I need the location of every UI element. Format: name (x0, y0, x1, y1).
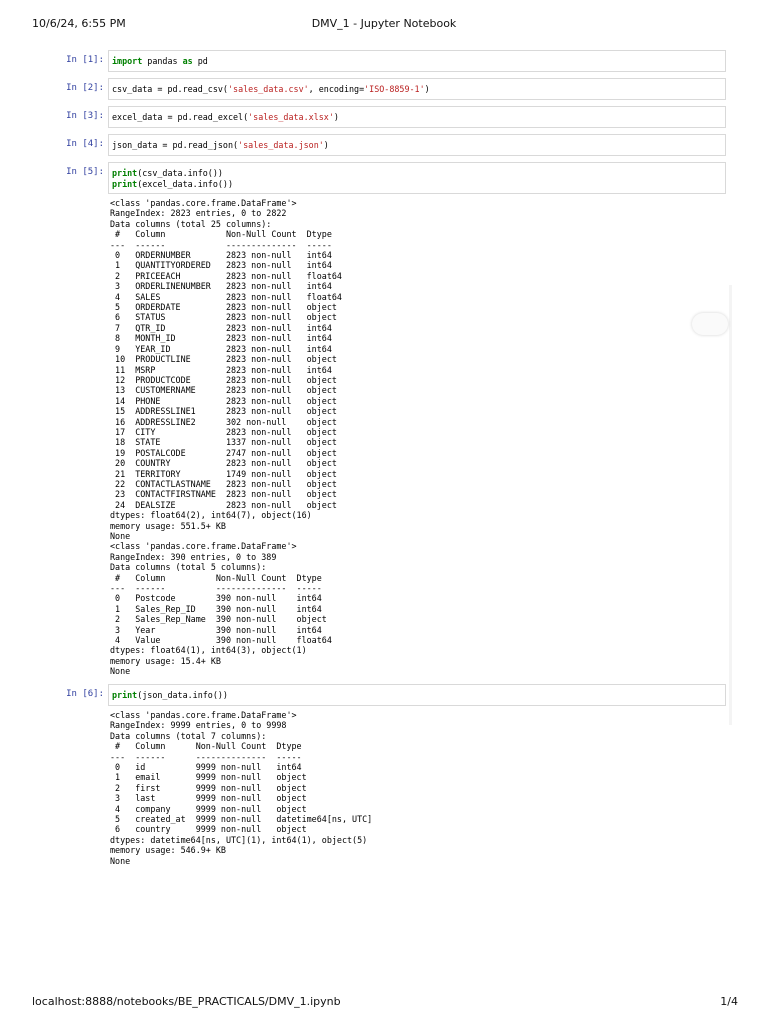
scroll-handle[interactable] (692, 313, 728, 335)
code-line (112, 56, 723, 67)
output-line: None (110, 666, 131, 677)
output-line: # Column Non-Null Count Dtype (110, 229, 332, 240)
scrollbar-track[interactable] (729, 285, 732, 725)
cell-output (110, 198, 342, 677)
code-block (112, 168, 723, 189)
output-line: 23 CONTACTFIRSTNAME 2823 non-null object (110, 489, 337, 500)
output-line: 3 last 9999 non-null object (110, 793, 307, 804)
code-keyword: import (112, 56, 143, 66)
output-line: --- ------ -------------- ----- (110, 239, 332, 250)
output-line: <class 'pandas.core.frame.DataFrame'> (110, 710, 297, 720)
cell-prompt: In [2]: (66, 83, 104, 93)
code-line (112, 112, 723, 123)
output-line: --- ------ -------------- ----- (110, 751, 302, 762)
output-line: 3 Year 390 non-null int64 (110, 624, 322, 635)
code-line (112, 140, 723, 151)
page-url: localhost:8888/notebooks/BE_PRACTICALS/DMV_1.ipynb (32, 995, 341, 1008)
output-line: 6 STATUS 2823 non-null object (110, 312, 337, 323)
output-line: <class 'pandas.core.frame.DataFrame'> (110, 541, 297, 552)
code-token: (json_data.info()) (137, 690, 228, 700)
print-datetime: 10/6/24, 6:55 PM (32, 17, 126, 30)
output-line: 22 CONTACTLASTNAME 2823 non-null object (110, 478, 337, 489)
output-line: memory usage: 546.9+ KB (110, 845, 226, 856)
code-token: ) (323, 140, 329, 150)
output-line: 8 MONTH_ID 2823 non-null int64 (110, 333, 332, 344)
code-block (112, 140, 723, 151)
code-line (112, 84, 723, 95)
output-line: 18 STATE 1337 non-null object (110, 437, 337, 448)
code-token: excel_data = pd.read_excel( (112, 112, 249, 122)
output-line: 7 QTR_ID 2823 non-null int64 (110, 322, 332, 333)
output-line: dtypes: float64(1), int64(3), object(1) (110, 645, 307, 656)
output-line: 0 ORDERNUMBER 2823 non-null int64 (110, 250, 332, 261)
output-line: dtypes: datetime64[ns, UTC](1), int64(1), object(5) (110, 834, 368, 845)
code-block (112, 112, 723, 123)
output-line: 4 SALES 2823 non-null float64 (110, 291, 342, 302)
code-string: 'sales_data.csv' (227, 84, 309, 94)
code-string: 'ISO-8859-1' (364, 84, 425, 94)
output-line: 4 company 9999 non-null object (110, 803, 307, 814)
code-block (112, 690, 723, 701)
code-token: (excel_data.info()) (137, 178, 234, 189)
output-line: 12 PRODUCTCODE 2823 non-null object (110, 374, 337, 385)
code-input[interactable] (108, 78, 726, 100)
code-line (112, 690, 723, 701)
code-line (112, 168, 723, 179)
code-line (112, 179, 723, 190)
code-keyword: print (112, 690, 138, 700)
output-line: 21 TERRITORY 1749 non-null object (110, 468, 337, 479)
output-line: RangeIndex: 2823 entries, 0 to 2822 (110, 208, 287, 219)
output-line: 4 Value 390 non-null float64 (110, 635, 332, 646)
cell-prompt: In [3]: (66, 111, 104, 121)
output-line: memory usage: 551.5+ KB (110, 520, 226, 531)
output-line: 11 MSRP 2823 non-null int64 (110, 364, 332, 375)
code-input[interactable] (108, 134, 726, 156)
output-line: 3 ORDERLINENUMBER 2823 non-null int64 (110, 281, 332, 292)
code-keyword: as (182, 56, 193, 66)
output-line: 13 CUSTOMERNAME 2823 non-null object (110, 385, 337, 396)
output-line: 2 Sales_Rep_Name 390 non-null object (110, 614, 327, 625)
code-input[interactable] (108, 162, 726, 194)
output-line: 17 CITY 2823 non-null object (110, 426, 337, 437)
output-line: 10 PRODUCTLINE 2823 non-null object (110, 354, 337, 365)
code-token: (csv_data.info()) (137, 168, 223, 178)
output-line: <class 'pandas.core.frame.DataFrame'> (110, 198, 297, 208)
output-line: 0 id 9999 non-null int64 (110, 762, 302, 773)
output-line: 9 YEAR_ID 2823 non-null int64 (110, 343, 332, 354)
output-line: 2 PRICEEACH 2823 non-null float64 (110, 270, 342, 281)
output-line: 5 ORDERDATE 2823 non-null object (110, 302, 337, 313)
output-line: 15 ADDRESSLINE1 2823 non-null object (110, 406, 337, 417)
output-line: 14 PHONE 2823 non-null object (110, 395, 337, 406)
cell-prompt: In [6]: (66, 689, 104, 699)
output-line: 24 DEALSIZE 2823 non-null object (110, 499, 337, 510)
output-line: 0 Postcode 390 non-null int64 (110, 593, 322, 604)
code-token: ) (333, 112, 339, 122)
output-line: Data columns (total 25 columns): (110, 218, 272, 229)
code-keyword: print (112, 178, 138, 189)
output-line: dtypes: float64(2), int64(7), object(16) (110, 510, 312, 521)
output-line: RangeIndex: 390 entries, 0 to 389 (110, 551, 277, 562)
output-line: 6 country 9999 non-null object (110, 824, 307, 835)
cell-prompt: In [1]: (66, 55, 104, 65)
output-line: 19 POSTALCODE 2747 non-null object (110, 447, 337, 458)
output-line: # Column Non-Null Count Dtype (110, 572, 322, 583)
output-line: 5 created_at 9999 non-null datetime64[ns, UTC] (110, 814, 373, 825)
code-string: 'sales_data.xlsx' (248, 112, 334, 122)
code-token: ) (424, 84, 430, 94)
output-line: Data columns (total 5 columns): (110, 562, 267, 573)
output-line: 16 ADDRESSLINE2 302 non-null object (110, 416, 337, 427)
output-line: 20 COUNTRY 2823 non-null object (110, 458, 337, 469)
output-line: None (110, 531, 131, 541)
code-token: pandas (142, 56, 183, 66)
output-line: memory usage: 15.4+ KB (110, 655, 221, 666)
output-line: 1 QUANTITYORDERED 2823 non-null int64 (110, 260, 332, 271)
output-line: --- ------ -------------- ----- (110, 583, 322, 594)
code-token: pd (192, 56, 208, 66)
code-block (112, 84, 723, 95)
cell-output (110, 710, 372, 866)
code-token: , encoding= (308, 84, 365, 94)
code-input[interactable] (108, 50, 726, 72)
code-input[interactable] (108, 684, 726, 706)
output-line: # Column Non-Null Count Dtype (110, 741, 302, 752)
code-keyword: print (112, 168, 138, 178)
code-string: 'sales_data.json' (238, 140, 324, 150)
page-number: 1/4 (720, 995, 738, 1008)
cell-prompt: In [4]: (66, 139, 104, 149)
output-line: 2 first 9999 non-null object (110, 782, 307, 793)
code-token: json_data = pd.read_json( (112, 140, 239, 150)
output-line: Data columns (total 7 columns): (110, 730, 267, 741)
output-line: 1 Sales_Rep_ID 390 non-null int64 (110, 603, 322, 614)
code-block (112, 56, 723, 67)
code-token: csv_data = pd.read_csv( (112, 84, 228, 94)
output-line: RangeIndex: 9999 entries, 0 to 9998 (110, 720, 287, 731)
output-line: 1 email 9999 non-null object (110, 772, 307, 783)
output-line: None (110, 855, 131, 866)
cell-prompt: In [5]: (66, 167, 104, 177)
code-input[interactable] (108, 106, 726, 128)
notebook-title: DMV_1 - Jupyter Notebook (311, 17, 457, 30)
